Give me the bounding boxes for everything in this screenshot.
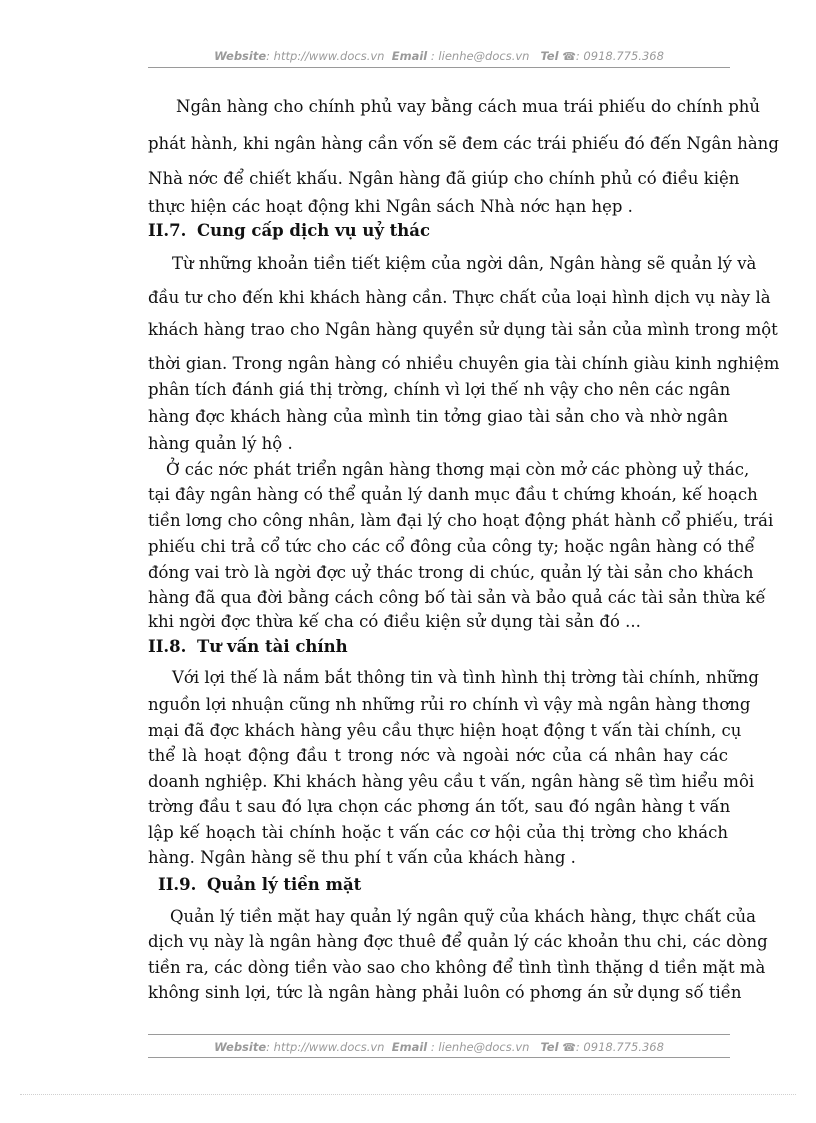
section-number: II.8. xyxy=(148,637,187,656)
text-line: lập kế hoạch tài chính hoặc t vấn các cơ hội của thị trờng cho khách xyxy=(148,823,728,842)
page-header xyxy=(148,49,730,63)
section-title: Cung cấp dịch vụ uỷ thác xyxy=(197,221,431,240)
footer-rule-top xyxy=(148,1034,730,1035)
text-line: phiếu chi trả cổ tức cho các cổ đông của công ty; hoặc ngân hàng có thể xyxy=(148,537,755,556)
footer-tel-label: Tel xyxy=(540,1040,559,1054)
text-line: hàng đã qua đời bằng cách công bố tài sản và bảo quả các tài sản thừa kế xyxy=(148,588,766,607)
text-line: tại đây ngân hàng có thể quản lý danh mục đầu t chứng khoán, kế hoạch xyxy=(148,485,758,504)
footer-website-label: Website xyxy=(214,1040,267,1054)
phone-icon: ☎ xyxy=(562,1041,576,1054)
text-line: trờng đầu t sau đó lựa chọn các phơng án tốt, sau đó ngân hàng t vấn xyxy=(148,797,731,816)
footer-rule-bottom xyxy=(148,1057,730,1058)
text-line: phân tích đánh giá thị trờng, chính vì lợi thế nh vậy cho nên các ngân xyxy=(148,380,731,399)
text-line: Nhà nớc để chiết khấu. Ngân hàng đã giúp cho chính phủ có điều kiện xyxy=(148,169,740,188)
footer-email-label: Email xyxy=(391,1040,428,1054)
text-line: khách hàng trao cho Ngân hàng quyền sử dụng tài sản của mình trong một xyxy=(148,320,778,339)
text-line: tiền ra, các dòng tiền vào sao cho không để tình tình thặng d tiền mặt mà xyxy=(148,958,766,977)
text-line: Quản lý tiền mặt hay quản lý ngân quỹ của khách hàng, thực chất của xyxy=(170,907,757,926)
header-email-value: : lienhe@docs.vn xyxy=(430,49,530,63)
header-email-label: Email xyxy=(391,49,428,63)
text-line: Ở các nớc phát triển ngân hàng thơng mại còn mở các phòng uỷ thác, xyxy=(166,460,750,479)
footer-tel-value: : 0918.775.368 xyxy=(575,1040,664,1054)
text-line: thời gian. Trong ngân hàng có nhiều chuyên gia tài chính giàu kinh nghiệm xyxy=(148,354,780,373)
section-title: Tư vấn tài chính xyxy=(197,637,348,656)
footer-email-value: : lienhe@docs.vn xyxy=(430,1040,530,1054)
text-line: nguồn lợi nhuận cũng nh những rủi ro chính vì vậy mà ngân hàng thơng xyxy=(148,695,751,714)
text-line: phát hành, khi ngân hàng cần vốn sẽ đem các trái phiếu đó đến Ngân hàng xyxy=(148,134,779,153)
text-line: hàng. Ngân hàng sẽ thu phí t vấn của khách hàng . xyxy=(148,848,576,867)
header-website-value: : http://www.docs.vn xyxy=(266,49,385,63)
footer-website-value: : http://www.docs.vn xyxy=(266,1040,385,1054)
section-number: II.7. xyxy=(148,221,187,240)
section-heading-9 xyxy=(158,875,361,895)
page-edge-dots xyxy=(20,1094,796,1095)
header-website-label: Website xyxy=(214,49,267,63)
header-tel-value: : 0918.775.368 xyxy=(575,49,664,63)
text-line: mại đã đợc khách hàng yêu cầu thực hiện hoạt động t vấn tài chính, cụ xyxy=(148,721,742,740)
text-line: thực hiện các hoạt động khi Ngân sách Nhà nớc hạn hẹp . xyxy=(148,197,633,216)
text-line: Với lợi thế là nắm bắt thông tin và tình hình thị trờng tài chính, những xyxy=(172,668,759,687)
section-heading-8 xyxy=(148,637,348,657)
text-line: tiền lơng cho công nhân, làm đại lý cho hoạt động phát hành cổ phiếu, trái xyxy=(148,511,774,530)
text-line: hàng quản lý hộ . xyxy=(148,434,293,453)
text-line: thể là hoạt động đầu t trong nớc và ngoài nớc của cá nhân hay các xyxy=(148,746,728,765)
text-line: đóng vai trò là ngời đợc uỷ thác trong di chúc, quản lý tài sản cho khách xyxy=(148,563,754,582)
section-number: II.9. xyxy=(158,875,197,894)
text-line: Ngân hàng cho chính phủ vay bằng cách mua trái phiếu do chính phủ xyxy=(176,97,761,116)
text-line: hàng đợc khách hàng của mình tin tởng giao tài sản cho và nhờ ngân xyxy=(148,407,728,426)
text-line: đầu tư cho đến khi khách hàng cần. Thực chất của loại hình dịch vụ này là xyxy=(148,288,771,307)
header-tel-label: Tel xyxy=(540,49,559,63)
section-title: Quản lý tiền mặt xyxy=(207,875,362,894)
section-heading-7 xyxy=(148,221,430,241)
text-line: không sinh lợi, tức là ngân hàng phải luôn có phơng án sử dụng số tiền xyxy=(148,983,742,1002)
text-line: Từ những khoản tiền tiết kiệm của ngời dân, Ngân hàng sẽ quản lý và xyxy=(172,254,757,273)
header-rule xyxy=(148,67,730,68)
text-line: doanh nghiệp. Khi khách hàng yêu cầu t vấn, ngân hàng sẽ tìm hiểu môi xyxy=(148,772,755,791)
text-line: khi ngời đợc thừa kế cha có điều kiện sử dụng tài sản đó ... xyxy=(148,612,641,631)
phone-icon: ☎ xyxy=(562,50,576,63)
page-footer xyxy=(148,1040,730,1054)
text-line: dịch vụ này là ngân hàng đợc thuê để quản lý các khoản thu chi, các dòng xyxy=(148,932,768,951)
